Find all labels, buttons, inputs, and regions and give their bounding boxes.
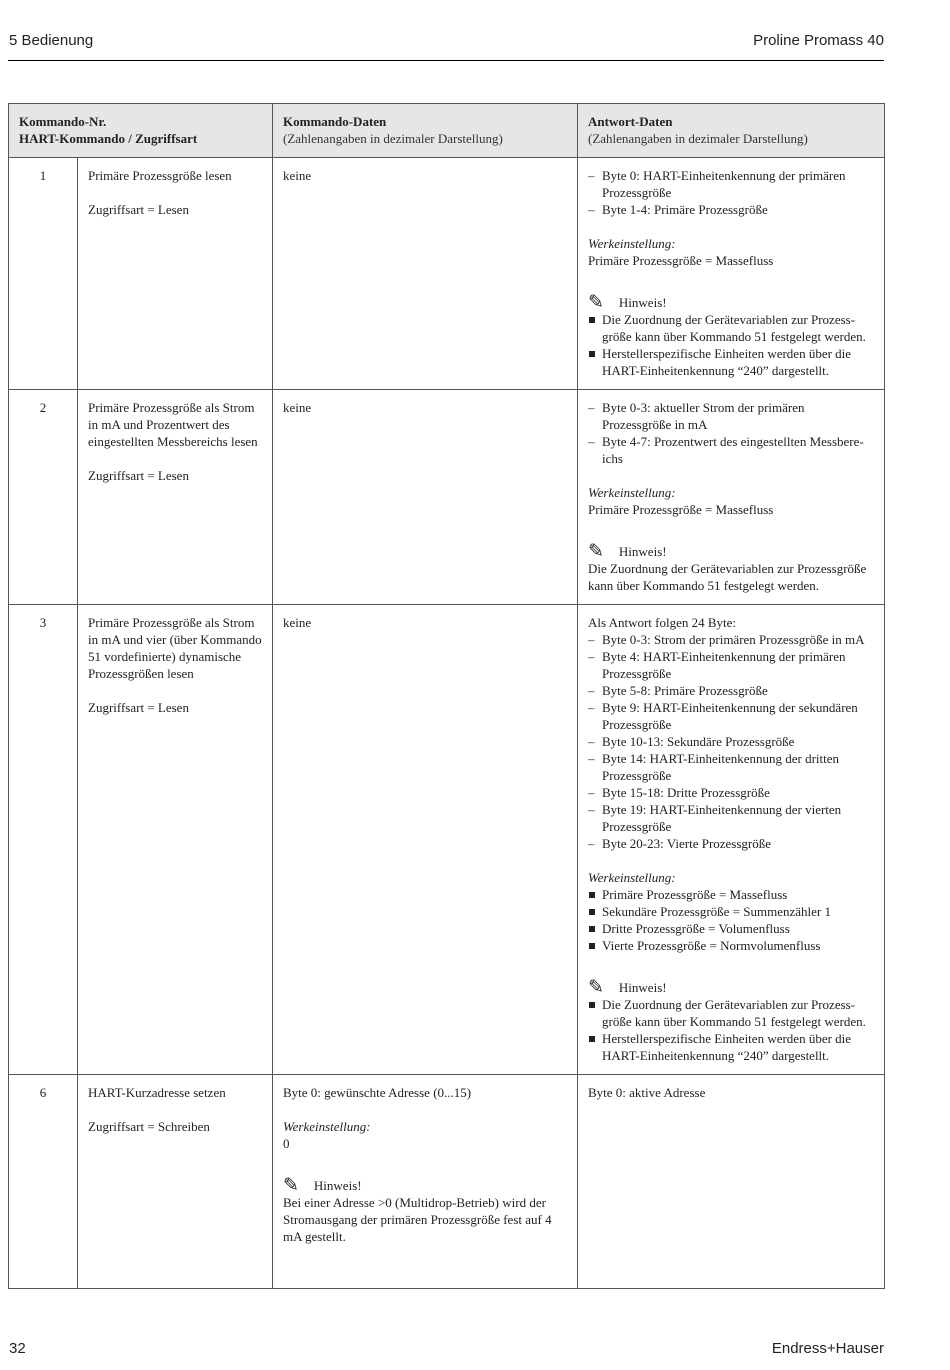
default-list [588, 886, 874, 954]
col-header-command-data [273, 104, 578, 158]
command-data [273, 1075, 578, 1289]
list-item: – Byte 20-23: Vierte Prozessgröße [588, 835, 874, 852]
list-item: Herstellerspezifische Einheiten werden über die HART-Einheitenkennung “240” dargestellt. [588, 1030, 874, 1064]
command-number: 2 [9, 390, 78, 605]
hart-command-table [8, 103, 885, 1289]
list-item: – Byte 19: HART-Einheitenkennung der vierten Prozessgröße [588, 801, 874, 835]
command-data-line: Byte 0: gewünschte Adresse (0...15) [283, 1085, 472, 1100]
response-intro: Als Antwort folgen 24 Byte: [588, 615, 737, 630]
default-label: Werkeinstellung: [588, 870, 676, 885]
col-header-response-data-sub: (Zahlenangaben in dezimaler Darstellung) [588, 131, 808, 146]
command-access: Zugriffsart = Lesen [88, 700, 189, 715]
list-item: – Byte 15-18: Dritte Prozessgröße [588, 784, 874, 801]
command-number: 6 [9, 1075, 78, 1289]
col-header-command-data-sub: (Zahlenangaben in dezimaler Darstellung) [283, 131, 503, 146]
default-label: Werkeinstellung: [588, 485, 676, 500]
command-description: Primäre Prozessgröße als Strom in mA und vier (über Kommando 51 vordefinierte) dynamische Prozessgrößen lesen [88, 615, 262, 681]
list-item: Dritte Prozessgröße = Volumenfluss [588, 920, 874, 937]
note-heading [588, 543, 874, 560]
col-header-response-data [578, 104, 885, 158]
list-item: Sekundäre Prozessgröße = Summenzähler 1 [588, 903, 874, 920]
list-item: – Byte 5-8: Primäre Prozessgröße [588, 682, 874, 699]
default-value: Primäre Prozessgröße = Massefluss [588, 502, 774, 517]
command-data: keine [273, 158, 578, 390]
table-row [9, 390, 885, 605]
command-description: Primäre Prozessgröße als Strom in mA und Prozentwert des eingestellten Messbereichs lesen [88, 400, 258, 449]
list-item: – Byte 4-7: Prozentwert des eingestellten Messbere-ichs [588, 433, 874, 467]
command-access: Zugriffsart = Schreiben [88, 1119, 210, 1134]
pencil-icon: ✎ [588, 292, 604, 313]
list-item: – Byte 0: HART-Einheitenkennung der primären Prozessgröße [588, 167, 874, 201]
table-row [9, 1075, 885, 1289]
response-data [578, 158, 885, 390]
list-item: Die Zuordnung der Gerätevariablen zur Prozess-größe kann über Kommando 51 festgelegt werden. [588, 311, 874, 345]
default-label: Werkeinstellung: [283, 1119, 371, 1134]
note-text: Bei einer Adresse >0 (Multidrop-Betrieb) wird der Stromausgang der primären Prozessgröße fest auf 4 mA gestellt. [283, 1195, 552, 1244]
default-value: 0 [283, 1136, 290, 1151]
pencil-icon: ✎ [588, 977, 604, 998]
command-description-cell [78, 390, 273, 605]
note-label: Hinweis! [618, 544, 667, 559]
table-row [9, 605, 885, 1075]
note-text: Die Zuordnung der Gerätevariablen zur Prozessgröße kann über Kommando 51 festgelegt werden. [588, 561, 867, 593]
response-data [578, 605, 885, 1075]
command-data: keine [273, 605, 578, 1075]
response-data [578, 390, 885, 605]
default-label: Werkeinstellung: [588, 236, 676, 251]
note-list [588, 996, 874, 1064]
list-item: Herstellerspezifische Einheiten werden über die HART-Einheitenkennung “240” dargestellt. [588, 345, 874, 379]
list-item: Vierte Prozessgröße = Normvolumenfluss [588, 937, 874, 954]
list-item: – Byte 4: HART-Einheitenkennung der primären Prozessgröße [588, 648, 874, 682]
note-heading [588, 294, 874, 311]
product-name: Proline Promass 40 [753, 32, 884, 49]
list-item: – Byte 0-3: aktueller Strom der primären Prozessgröße in mA [588, 399, 874, 433]
list-item: – Byte 1-4: Primäre Prozessgröße [588, 201, 874, 218]
col-header-command-title: Kommando-Nr. [19, 114, 107, 129]
table-header-row [9, 104, 885, 158]
list-item: – Byte 14: HART-Einheitenkennung der dritten Prozessgröße [588, 750, 874, 784]
command-description-cell [78, 605, 273, 1075]
note-heading [588, 979, 874, 996]
default-value: Primäre Prozessgröße = Massefluss [588, 253, 774, 268]
col-header-command-data-title: Kommando-Daten [283, 114, 387, 129]
pencil-icon: ✎ [283, 1175, 299, 1196]
command-access: Zugriffsart = Lesen [88, 202, 189, 217]
command-description: HART-Kurzadresse setzen [88, 1085, 226, 1100]
response-byte-list [588, 399, 874, 467]
table-row [9, 158, 885, 390]
note-label: Hinweis! [618, 295, 667, 310]
pencil-icon: ✎ [588, 541, 604, 562]
section-title: 5 Bedienung [9, 32, 94, 49]
note-label: Hinweis! [618, 980, 667, 995]
list-item: – Byte 9: HART-Einheitenkennung der sekundären Prozessgröße [588, 699, 874, 733]
command-access: Zugriffsart = Lesen [88, 468, 189, 483]
col-header-command-sub: HART-Kommando / Zugriffsart [19, 131, 198, 146]
brand-name: Endress+Hauser [771, 1340, 884, 1357]
command-data: keine [273, 390, 578, 605]
command-number: 3 [9, 605, 78, 1075]
command-description-cell [78, 1075, 273, 1289]
list-item: – Byte 10-13: Sekundäre Prozessgröße [588, 733, 874, 750]
command-description-cell [78, 158, 273, 390]
response-byte-list [588, 631, 874, 852]
list-item: – Byte 0-3: Strom der primären Prozessgröße in mA [588, 631, 874, 648]
header-divider [8, 60, 884, 61]
list-item: Die Zuordnung der Gerätevariablen zur Prozess-größe kann über Kommando 51 festgelegt werden. [588, 996, 874, 1030]
list-item: Primäre Prozessgröße = Massefluss [588, 886, 874, 903]
note-heading [283, 1177, 567, 1194]
command-number: 1 [9, 158, 78, 390]
note-label: Hinweis! [313, 1178, 362, 1193]
command-description: Primäre Prozessgröße lesen [88, 168, 232, 183]
col-header-response-data-title: Antwort-Daten [588, 114, 673, 129]
page-number: 32 [9, 1340, 26, 1357]
response-byte-list [588, 167, 874, 218]
note-list [588, 311, 874, 379]
response-data: Byte 0: aktive Adresse [578, 1075, 885, 1289]
col-header-command [9, 104, 273, 158]
